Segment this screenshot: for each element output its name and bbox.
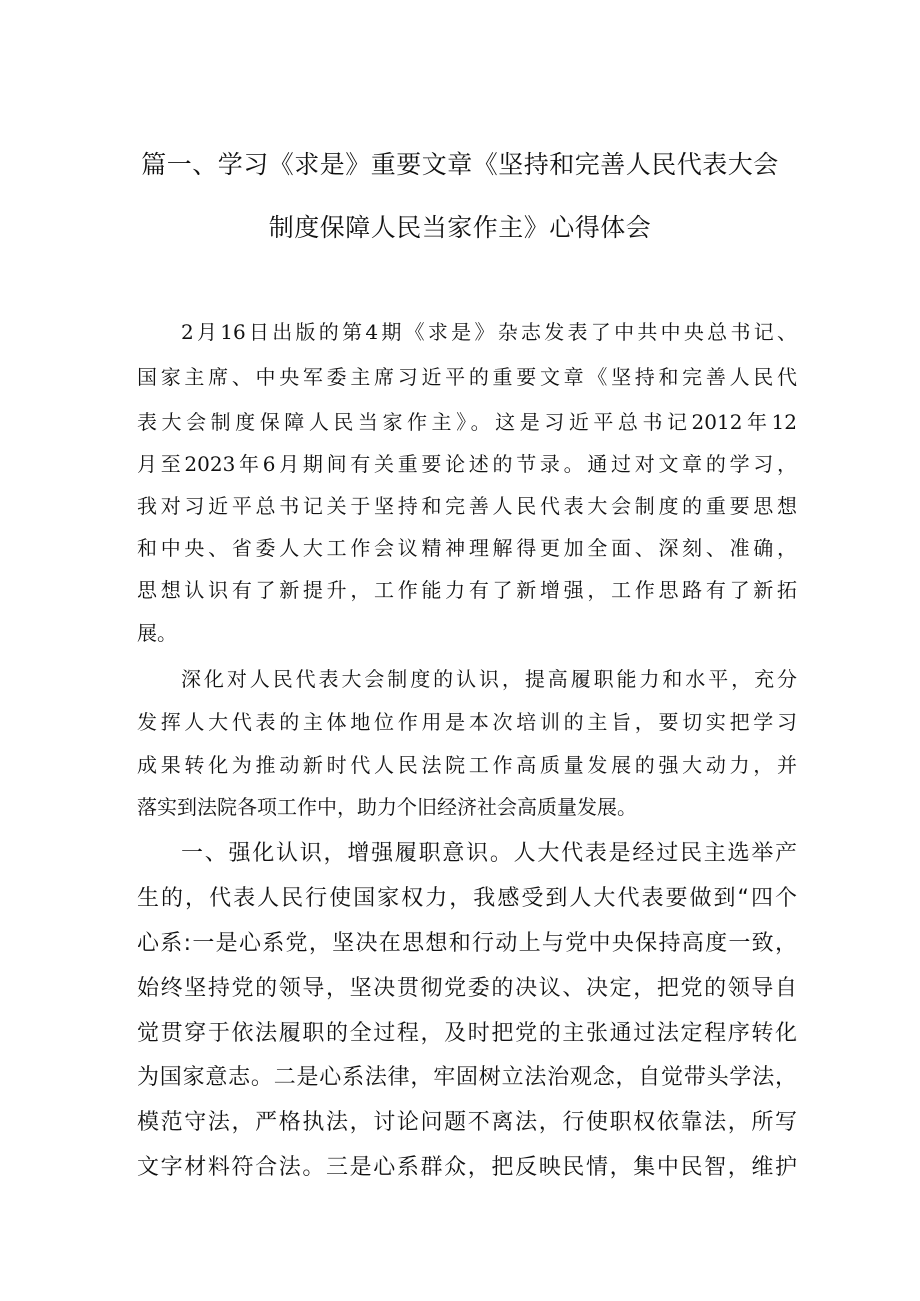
paragraph-1-line: 月至2023年6月期间有关重要论述的节录。通过对文章的学习，	[137, 452, 797, 476]
paragraph-3-line: 觉贯穿于依法履职的全过程，及时把党的主张通过法定程序转化	[137, 1021, 797, 1046]
paragraph-1-line: 和中央、省委人大工作会议精神理解得更加全面、深刻、准确，	[137, 536, 797, 560]
paragraph-1-line: 思想认识有了新提升，工作能力有了新增强，工作思路有了新拓	[137, 578, 797, 602]
paragraph-1-line: 表大会制度保障人民当家作主》。这是习近平总书记2012年12	[137, 410, 797, 434]
paragraph-3-line: 心系:一是心系党，坚决在思想和行动上与党中央保持高度一致，	[137, 931, 797, 956]
paragraph-3-line: 一、强化认识，增强履职意识。人大代表是经过民主选举产	[181, 841, 797, 866]
paragraph-3-line: 为国家意志。二是心系法律，牢固树立法治观念，自觉带头学法，	[137, 1065, 797, 1090]
paragraph-1-line: 展。	[137, 621, 177, 645]
paragraph-3-line: 文字材料符合法。三是心系群众，把反映民情，集中民智，维护	[137, 1155, 797, 1180]
paragraph-2-line: 发挥人大代表的主体地位作用是本次培训的主旨，要切实把学习	[137, 710, 797, 734]
paragraph-2-line: 落实到法院各项工作中，助力个旧经济社会高质量发展。	[137, 795, 637, 819]
paragraph-3-line: 模范守法，严格执法，讨论问题不离法，行使职权依靠法，所写	[137, 1110, 797, 1135]
paragraph-3-line: 生的，代表人民行使国家权力，我感受到人大代表要做到“四个	[137, 886, 797, 911]
paragraph-2-line: 成果转化为推动新时代人民法院工作高质量发展的强大动力，并	[137, 753, 797, 777]
paragraph-1-line: 2月16日出版的第4期《求是》杂志发表了中共中央总书记、	[181, 320, 797, 344]
paragraph-1-line: 国家主席、中央军委主席习近平的重要文章《坚持和完善人民代	[137, 365, 797, 389]
paragraph-3-line: 始终坚持党的领导，坚决贯彻党委的决议、决定，把党的领导自	[137, 976, 797, 1001]
document-title-line-1: 篇一、学习《求是》重要文章《坚持和完善人民代表大会	[141, 150, 779, 179]
document-title-line-2: 制度保障人民当家作主》心得体会	[268, 213, 652, 242]
paragraph-2-line: 深化对人民代表大会制度的认识，提高履职能力和水平，充分	[181, 667, 797, 691]
paragraph-1-line: 我对习近平总书记关于坚持和完善人民代表大会制度的重要思想	[137, 494, 797, 518]
